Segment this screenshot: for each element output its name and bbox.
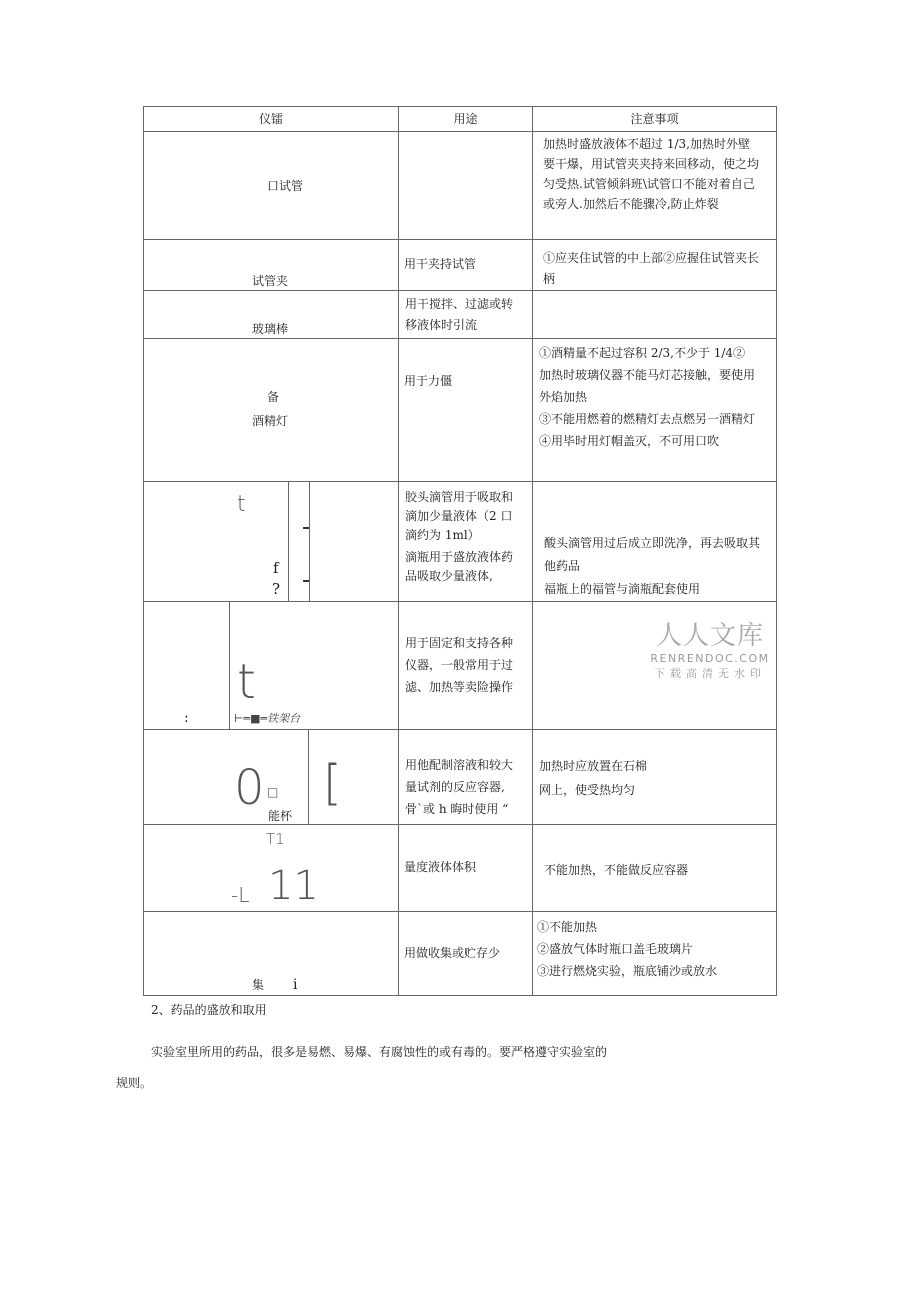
instrument-cell bbox=[144, 602, 399, 730]
glyph-zero: 0 bbox=[234, 760, 265, 816]
glyph-box: □ bbox=[267, 785, 279, 799]
note-line: 柄 bbox=[543, 272, 556, 286]
usage-cell bbox=[399, 132, 533, 240]
table-row bbox=[144, 339, 777, 482]
notes-cell bbox=[533, 291, 777, 339]
usage-line: 仪器，一般常用于过 bbox=[405, 658, 514, 672]
instrument-table bbox=[143, 106, 777, 996]
usage-line: 品吸取少量液体, bbox=[405, 569, 493, 583]
dropper-mark bbox=[303, 580, 309, 582]
glyph-f: f bbox=[273, 559, 279, 577]
note-line: ①不能加热 bbox=[537, 920, 598, 934]
note-line: 要干爆，用试管夹夹持来回移动，使之均 bbox=[543, 157, 760, 171]
usage-line: 用他配制溶液和较大 bbox=[405, 758, 514, 772]
note-line: 不能加热，不能做反应容器 bbox=[544, 863, 689, 877]
watermark-subtitle: 下载高清无水印 bbox=[654, 667, 766, 680]
usage-line: 骨`或 h 晦时使用 “ bbox=[405, 802, 509, 816]
instrument-cell bbox=[144, 730, 399, 825]
notes-cell bbox=[533, 132, 777, 240]
usage-text: 量度液体体积 bbox=[404, 860, 477, 874]
notes-cell bbox=[533, 482, 777, 602]
instrument-cell bbox=[144, 240, 399, 291]
instrument-cell bbox=[144, 291, 399, 339]
usage-text: 用于力僵 bbox=[404, 374, 453, 388]
table-row bbox=[144, 825, 777, 912]
note-line: 他药品 bbox=[544, 559, 581, 573]
usage-cell bbox=[399, 291, 533, 339]
body-paragraph-line: 实验室里所用的药品，很多是易燃、易爆、有腐蚀性的或有毒的。要严格遵守实验室的 bbox=[151, 1045, 608, 1059]
section-heading: 2、药品的盛放和取用 bbox=[151, 1003, 267, 1017]
usage-line: 滴瓶用于盛放液体药 bbox=[405, 550, 514, 564]
usage-line: 移液体时引流 bbox=[405, 318, 478, 332]
table-row bbox=[144, 132, 777, 240]
usage-line: 滴约为 1ml） bbox=[405, 528, 480, 542]
notes-cell bbox=[533, 339, 777, 482]
note-line: ①酒精量不起过容积 2/3,不少于 1/4② bbox=[539, 346, 746, 360]
glyph-bracket: [ bbox=[323, 755, 342, 811]
usage-cell bbox=[399, 602, 533, 730]
usage-cell bbox=[399, 240, 533, 291]
instrument-name: 集 bbox=[252, 978, 265, 992]
header-notes: 注意事项 bbox=[533, 107, 777, 132]
note-line: 网上，使受热均匀 bbox=[539, 783, 636, 797]
instrument-name: 能杯 bbox=[268, 809, 293, 823]
note-line: 加热时盛放液体不超过 1/3,加热时外壁 bbox=[543, 137, 750, 151]
instrument-cell bbox=[144, 482, 399, 602]
instrument-cell bbox=[144, 132, 399, 240]
table-row bbox=[144, 912, 777, 996]
usage-line: 用干搅拌、过滤或转 bbox=[405, 297, 514, 311]
table-row bbox=[144, 240, 777, 291]
notes-cell bbox=[533, 912, 777, 996]
glyph-q: ? bbox=[272, 580, 281, 598]
note-line: 加热时应放置在石棉 bbox=[539, 759, 648, 773]
instrument-cell bbox=[144, 912, 399, 996]
usage-line: 滤、加热等卖险操作 bbox=[405, 680, 514, 694]
usage-line: 量试剂的反应容器, bbox=[405, 780, 505, 794]
usage-cell bbox=[399, 730, 533, 825]
watermark bbox=[645, 620, 775, 682]
note-line: 外焰加热 bbox=[539, 390, 588, 404]
note-line: ③不能用燃着的燃精灯去点燃另一酒精灯 bbox=[539, 412, 756, 426]
usage-line: 滴加少量液体（2 口 bbox=[405, 509, 513, 523]
note-line: 加热时玻璃仪器不能马灯芯接触，要使用 bbox=[539, 368, 756, 382]
usage-cell bbox=[399, 482, 533, 602]
glyph-i: i bbox=[293, 977, 298, 993]
cell-divider bbox=[229, 602, 230, 729]
dropper-mark bbox=[303, 527, 309, 529]
header-usage: 用途 bbox=[399, 107, 533, 132]
usage-text: 用做收集或贮存少 bbox=[404, 946, 501, 960]
instrument-symbol: 备 bbox=[267, 390, 280, 404]
watermark-url: RENRENDOC.COM bbox=[650, 652, 770, 665]
note-line: 酸头滴管用过后成立即洗净，再去吸取其 bbox=[544, 536, 761, 550]
glyph-t1: T1 bbox=[266, 830, 285, 848]
glyph-l: -L bbox=[231, 883, 250, 907]
glyph-t: t bbox=[237, 492, 246, 517]
instrument-name: 玻璃棒 bbox=[252, 322, 289, 336]
note-line: 或旁人.加然后不能骤冷,防止炸裂 bbox=[543, 197, 719, 211]
note-line: ③进行燃烧实验，瓶底铺沙或放水 bbox=[537, 964, 718, 978]
instrument-cell bbox=[144, 825, 399, 912]
glyph-colon: : bbox=[184, 710, 189, 726]
notes-cell bbox=[533, 730, 777, 825]
cell-divider bbox=[288, 482, 289, 601]
watermark-title: 人人文库 bbox=[655, 621, 764, 651]
usage-line: 用于固定和支持各种 bbox=[405, 636, 514, 650]
instrument-name: 酒精灯 bbox=[252, 414, 289, 428]
header-instrument: 仪镭 bbox=[144, 107, 399, 132]
table-header-row bbox=[144, 107, 777, 132]
usage-cell bbox=[399, 912, 533, 996]
table-row bbox=[144, 482, 777, 602]
glyph-t: t bbox=[237, 654, 256, 710]
note-line: ①应夹住试管的中上部②应握住试管夹长 bbox=[543, 251, 760, 265]
iron-stand-caption: ⊢═■═铁架台 bbox=[234, 712, 301, 725]
usage-text: 用干夹持试管 bbox=[404, 257, 477, 271]
cell-divider bbox=[309, 482, 310, 601]
notes-cell bbox=[533, 240, 777, 291]
note-line: ④用毕时用灯帽盖灭，不可用口吹 bbox=[539, 434, 720, 448]
table-row bbox=[144, 291, 777, 339]
note-line: ②盛放气体时瓶口盖毛玻璃片 bbox=[537, 942, 694, 956]
instrument-name: 口试管 bbox=[267, 179, 304, 193]
usage-cell bbox=[399, 339, 533, 482]
notes-cell bbox=[533, 825, 777, 912]
cell-divider bbox=[308, 730, 309, 824]
usage-cell bbox=[399, 825, 533, 912]
glyph-eleven: 11 bbox=[268, 863, 319, 909]
instrument-name: 试管夹 bbox=[252, 274, 289, 288]
instrument-cell bbox=[144, 339, 399, 482]
table-row bbox=[144, 730, 777, 825]
body-paragraph-line: 规则。 bbox=[116, 1076, 153, 1090]
usage-line: 胶头滴管用于吸取和 bbox=[405, 490, 514, 504]
note-line: 匀受热.试管倾斜班\试管口不能对着自己 bbox=[543, 177, 755, 191]
note-line: 福瓶上的福管与滴瓶配套使用 bbox=[544, 582, 701, 596]
